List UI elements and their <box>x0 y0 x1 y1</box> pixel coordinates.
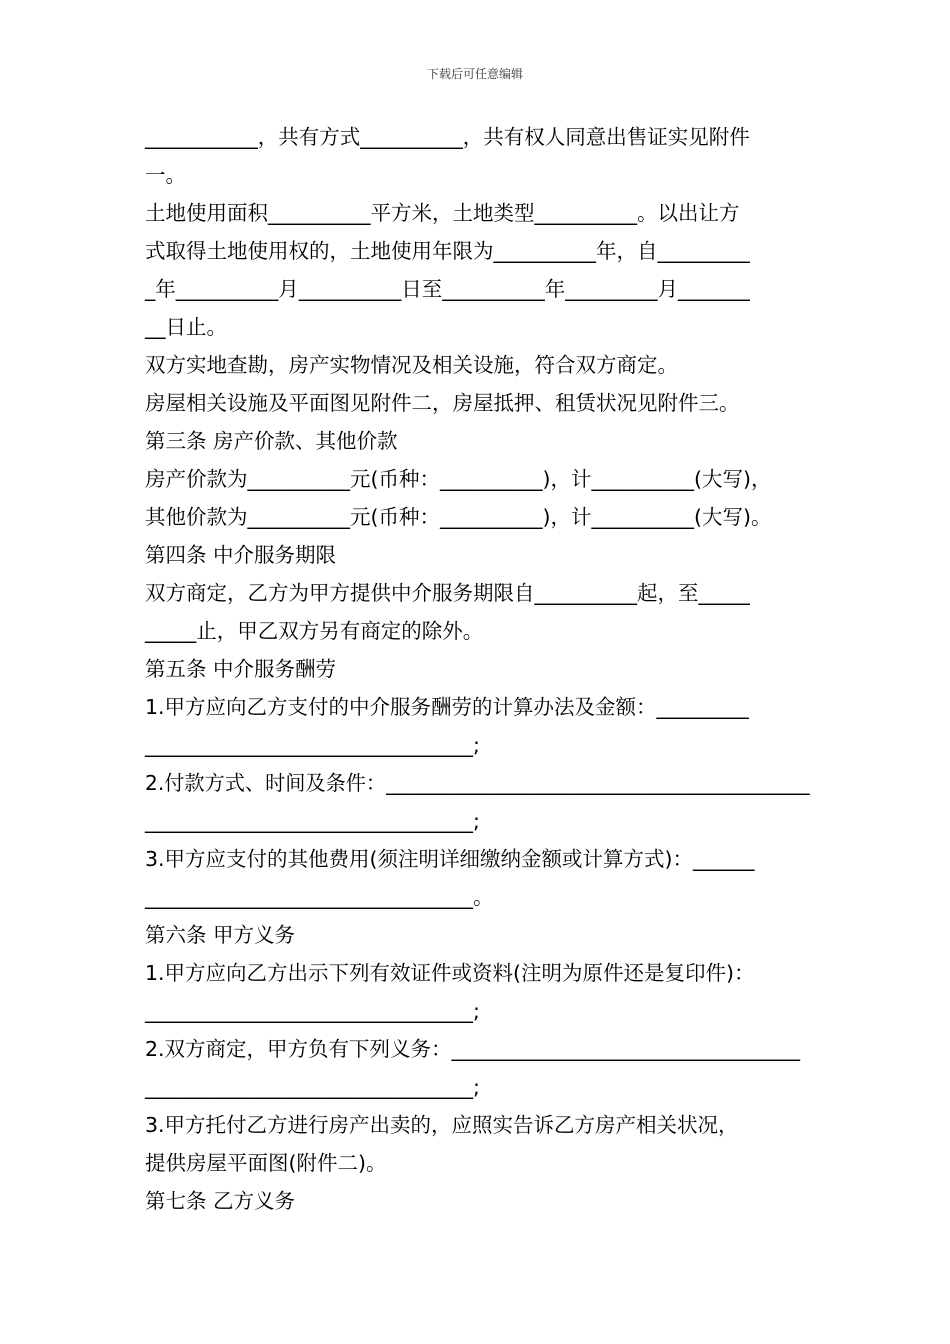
page-header: 下载后可任意编辑 <box>426 67 523 81</box>
text-line: ________________________________; <box>145 999 480 1023</box>
text-line: ________________________________; <box>145 1075 480 1099</box>
section-heading: 第六条 甲方义务 <box>145 923 296 947</box>
section-heading: 第三条 房产价款、其他价款 <box>145 429 398 453</box>
text-line: 1.甲方应向乙方支付的中介服务酬劳的计算办法及金额：_________ <box>145 695 749 719</box>
document-body <box>145 118 810 1220</box>
text-line: 双方商定，乙方为甲方提供中介服务期限自__________起，至_____ <box>145 581 750 605</box>
text-line: ___________，共有方式__________，共有权人同意出售证实见附件 <box>145 125 750 149</box>
text-line: 3.甲方托付乙方进行房产出卖的，应照实告诉乙方房产相关状况， <box>145 1113 739 1137</box>
text-line: ________________________________; <box>145 809 480 833</box>
text-line: 双方实地查勘，房产实物情况及相关设施，符合双方商定。 <box>145 353 678 377</box>
text-line: 3.甲方应支付的其他费用(须注明详细缴纳金额或计算方式)：______ <box>145 847 755 871</box>
section-heading: 第七条 乙方义务 <box>145 1189 296 1213</box>
section-heading: 第五条 中介服务酬劳 <box>145 657 337 681</box>
text-line: 一。 <box>145 163 186 187</box>
text-line: ________________________________。 <box>145 885 494 909</box>
text-line: 式取得土地使用权的，土地使用年限为__________年，自_________ <box>145 239 750 263</box>
text-line: _____止，甲乙双方另有商定的除外。 <box>145 619 484 643</box>
text-line: __日止。 <box>145 315 227 339</box>
text-line: 土地使用面积__________平方米，土地类型__________。以出让方 <box>145 201 740 225</box>
text-line: 提供房屋平面图(附件二)。 <box>145 1151 387 1175</box>
text-line: 房产价款为__________元(币种：__________)，计__________(大写)， <box>145 467 772 491</box>
text-line: 2.双方商定，甲方负有下列义务：__________________________________ <box>145 1037 801 1061</box>
text-line: 房屋相关设施及平面图见附件二，房屋抵押、租赁状况见附件三。 <box>145 391 740 415</box>
text-line: _年__________月__________日至__________年_________月_______ <box>145 277 750 301</box>
text-line: 1.甲方应向乙方出示下列有效证件或资料(注明为原件还是复印件)： <box>145 961 755 985</box>
section-heading: 第四条 中介服务期限 <box>145 543 337 567</box>
text-line: ________________________________; <box>145 733 480 757</box>
text-line: 其他价款为__________元(币种：__________)，计__________(大写)。 <box>145 505 772 529</box>
text-line: 2.付款方式、时间及条件：__________________________________________ <box>145 771 810 795</box>
